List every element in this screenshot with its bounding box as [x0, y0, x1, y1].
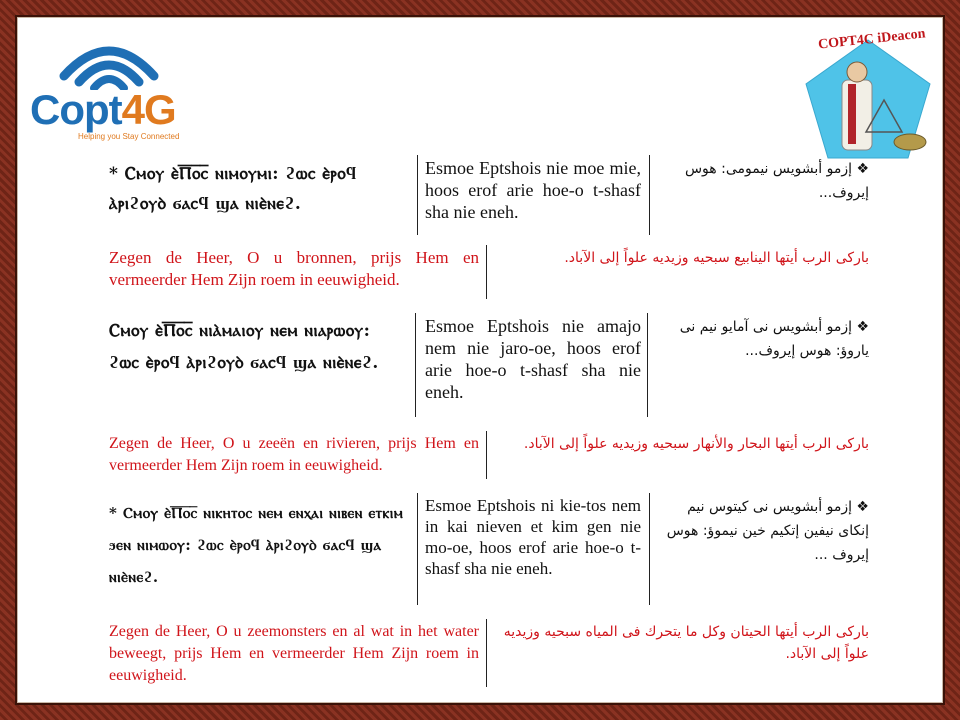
column-divider — [649, 493, 650, 605]
column-divider — [486, 431, 487, 479]
stanza-row-2 — [105, 313, 875, 417]
arabic-translation: باركى الرب أيتها البحار والأنهار سبحيه وزيديه علواً إلى الآباد. — [523, 436, 869, 452]
coptic-text: * Ⲥⲙⲟⲩ ⲉ̀Ⲡ̅ⲟ̅ⲥ̅ ⲛⲓⲙⲟⲩⲙⲓ: ϩⲱⲥ ⲉ̀ⲣⲟϥ ⲁ̀ⲣⲓϩⲟⲩⲟ̀ ϭⲁⲥϥ ϣⲁ ⲛⲓⲉ̀ⲛⲉϩ. — [109, 164, 357, 214]
idea-con-logo — [798, 22, 938, 162]
transliteration-text: Esmoe Eptshois nie moe mie, hoos erof arie hoe-o t-shasf sha nie eneh. — [425, 158, 641, 222]
arabic-text: ❖ إزمو أبشويس نى آمايو نيم نى ياروؤ: هوس إيروف... — [679, 319, 869, 359]
coptic-text: Ⲥⲙⲟⲩ ⲉ̀Ⲡ̅ⲟ̅ⲥ̅ ⲛⲓⲁ̀ⲙⲁⲓⲟⲩ ⲛⲉⲙ ⲛⲓⲁⲣⲱⲟⲩ: ϩⲱⲥ ⲉ̀ⲣⲟϥ ⲁ̀ⲣⲓϩⲟⲩⲟ̀ ϭⲁⲥϥ ϣⲁ ⲛⲓⲉ̀ⲛⲉϩ. — [109, 321, 379, 373]
column-divider — [417, 493, 418, 605]
arabic-translation: باركى الرب أيتها الينابيع سبحيه وزيديه علواً إلى الآباد. — [564, 250, 869, 266]
stanza-row-3 — [105, 493, 875, 605]
arabic-text: ❖ إزمو أبشويس نيمومى: هوس إيروف... — [684, 161, 869, 201]
dutch-translation: Zegen de Heer, O u bronnen, prijs Hem en vermeerder Hem Zijn roem in eeuwigheid. — [109, 248, 479, 289]
transliteration-text: Esmoe Eptshois ni kie-tos nem in kai nieven et kim gen nie mo-oe, hoos erof arie hoe-o t-shasf sha nie eneh. — [425, 496, 641, 578]
column-divider — [415, 313, 416, 417]
arabic-translation: باركى الرب أيتها الحيتان وكل ما يتحرك فى المياه سبحيه وزيديه علواً إلى الآباد. — [503, 624, 869, 662]
logo-wordmark: Copt4G — [30, 86, 176, 133]
stanza-row-1 — [105, 155, 875, 235]
transliteration-text: Esmoe Eptshois nie amajo nem nie jaro-oe, hoos erof arie hoe-o t-shasf sha nie eneh. — [425, 316, 641, 402]
column-divider — [417, 155, 418, 235]
column-divider — [649, 155, 650, 235]
coptic-text: * Ⲥⲙⲟⲩ ⲉ̀Ⲡ̅ⲟ̅ⲥ̅ ⲛⲓⲕⲏⲧⲟⲥ ⲛⲉⲙ ⲉⲛⲭⲁⲓ ⲛⲓⲃⲉⲛ ⲉⲧⲕⲓⲙ ϧⲉⲛ ⲛⲓⲙⲱⲟⲩ: ϩⲱⲥ ⲉ̀ⲣⲟϥ ⲁ̀ⲣⲓϩⲟⲩⲟ̀ ϭⲁⲥϥ ϣⲁ ⲛⲓⲉ̀ⲛⲉϩ. — [109, 504, 404, 586]
column-divider — [486, 619, 487, 687]
column-divider — [647, 313, 648, 417]
translation-row-3 — [105, 619, 875, 687]
translation-row-1 — [105, 245, 875, 299]
copt4g-logo — [24, 30, 194, 150]
column-divider — [486, 245, 487, 299]
arabic-text: ❖ إزمو أبشويس نى كيتوس نيم إنكاى نيفين إتكيم خين نيموؤ: هوس إيروف ... — [666, 499, 869, 563]
translation-row-2 — [105, 431, 875, 479]
dutch-translation: Zegen de Heer, O u zeemonsters en al wat in het water beweegt, prijs Hem en vermeerder Hem Zijn roem in eeuwigheid. — [109, 623, 479, 684]
logo-right-text: COPT4C iDeacon — [817, 26, 927, 53]
wifi-icon — [24, 30, 194, 90]
dutch-translation: Zegen de Heer, O u zeeën en rivieren, prijs Hem en vermeerder Hem Zijn roem in eeuwigheid. — [109, 435, 479, 474]
logo-tagline: Helping you Stay Connected — [78, 132, 180, 141]
